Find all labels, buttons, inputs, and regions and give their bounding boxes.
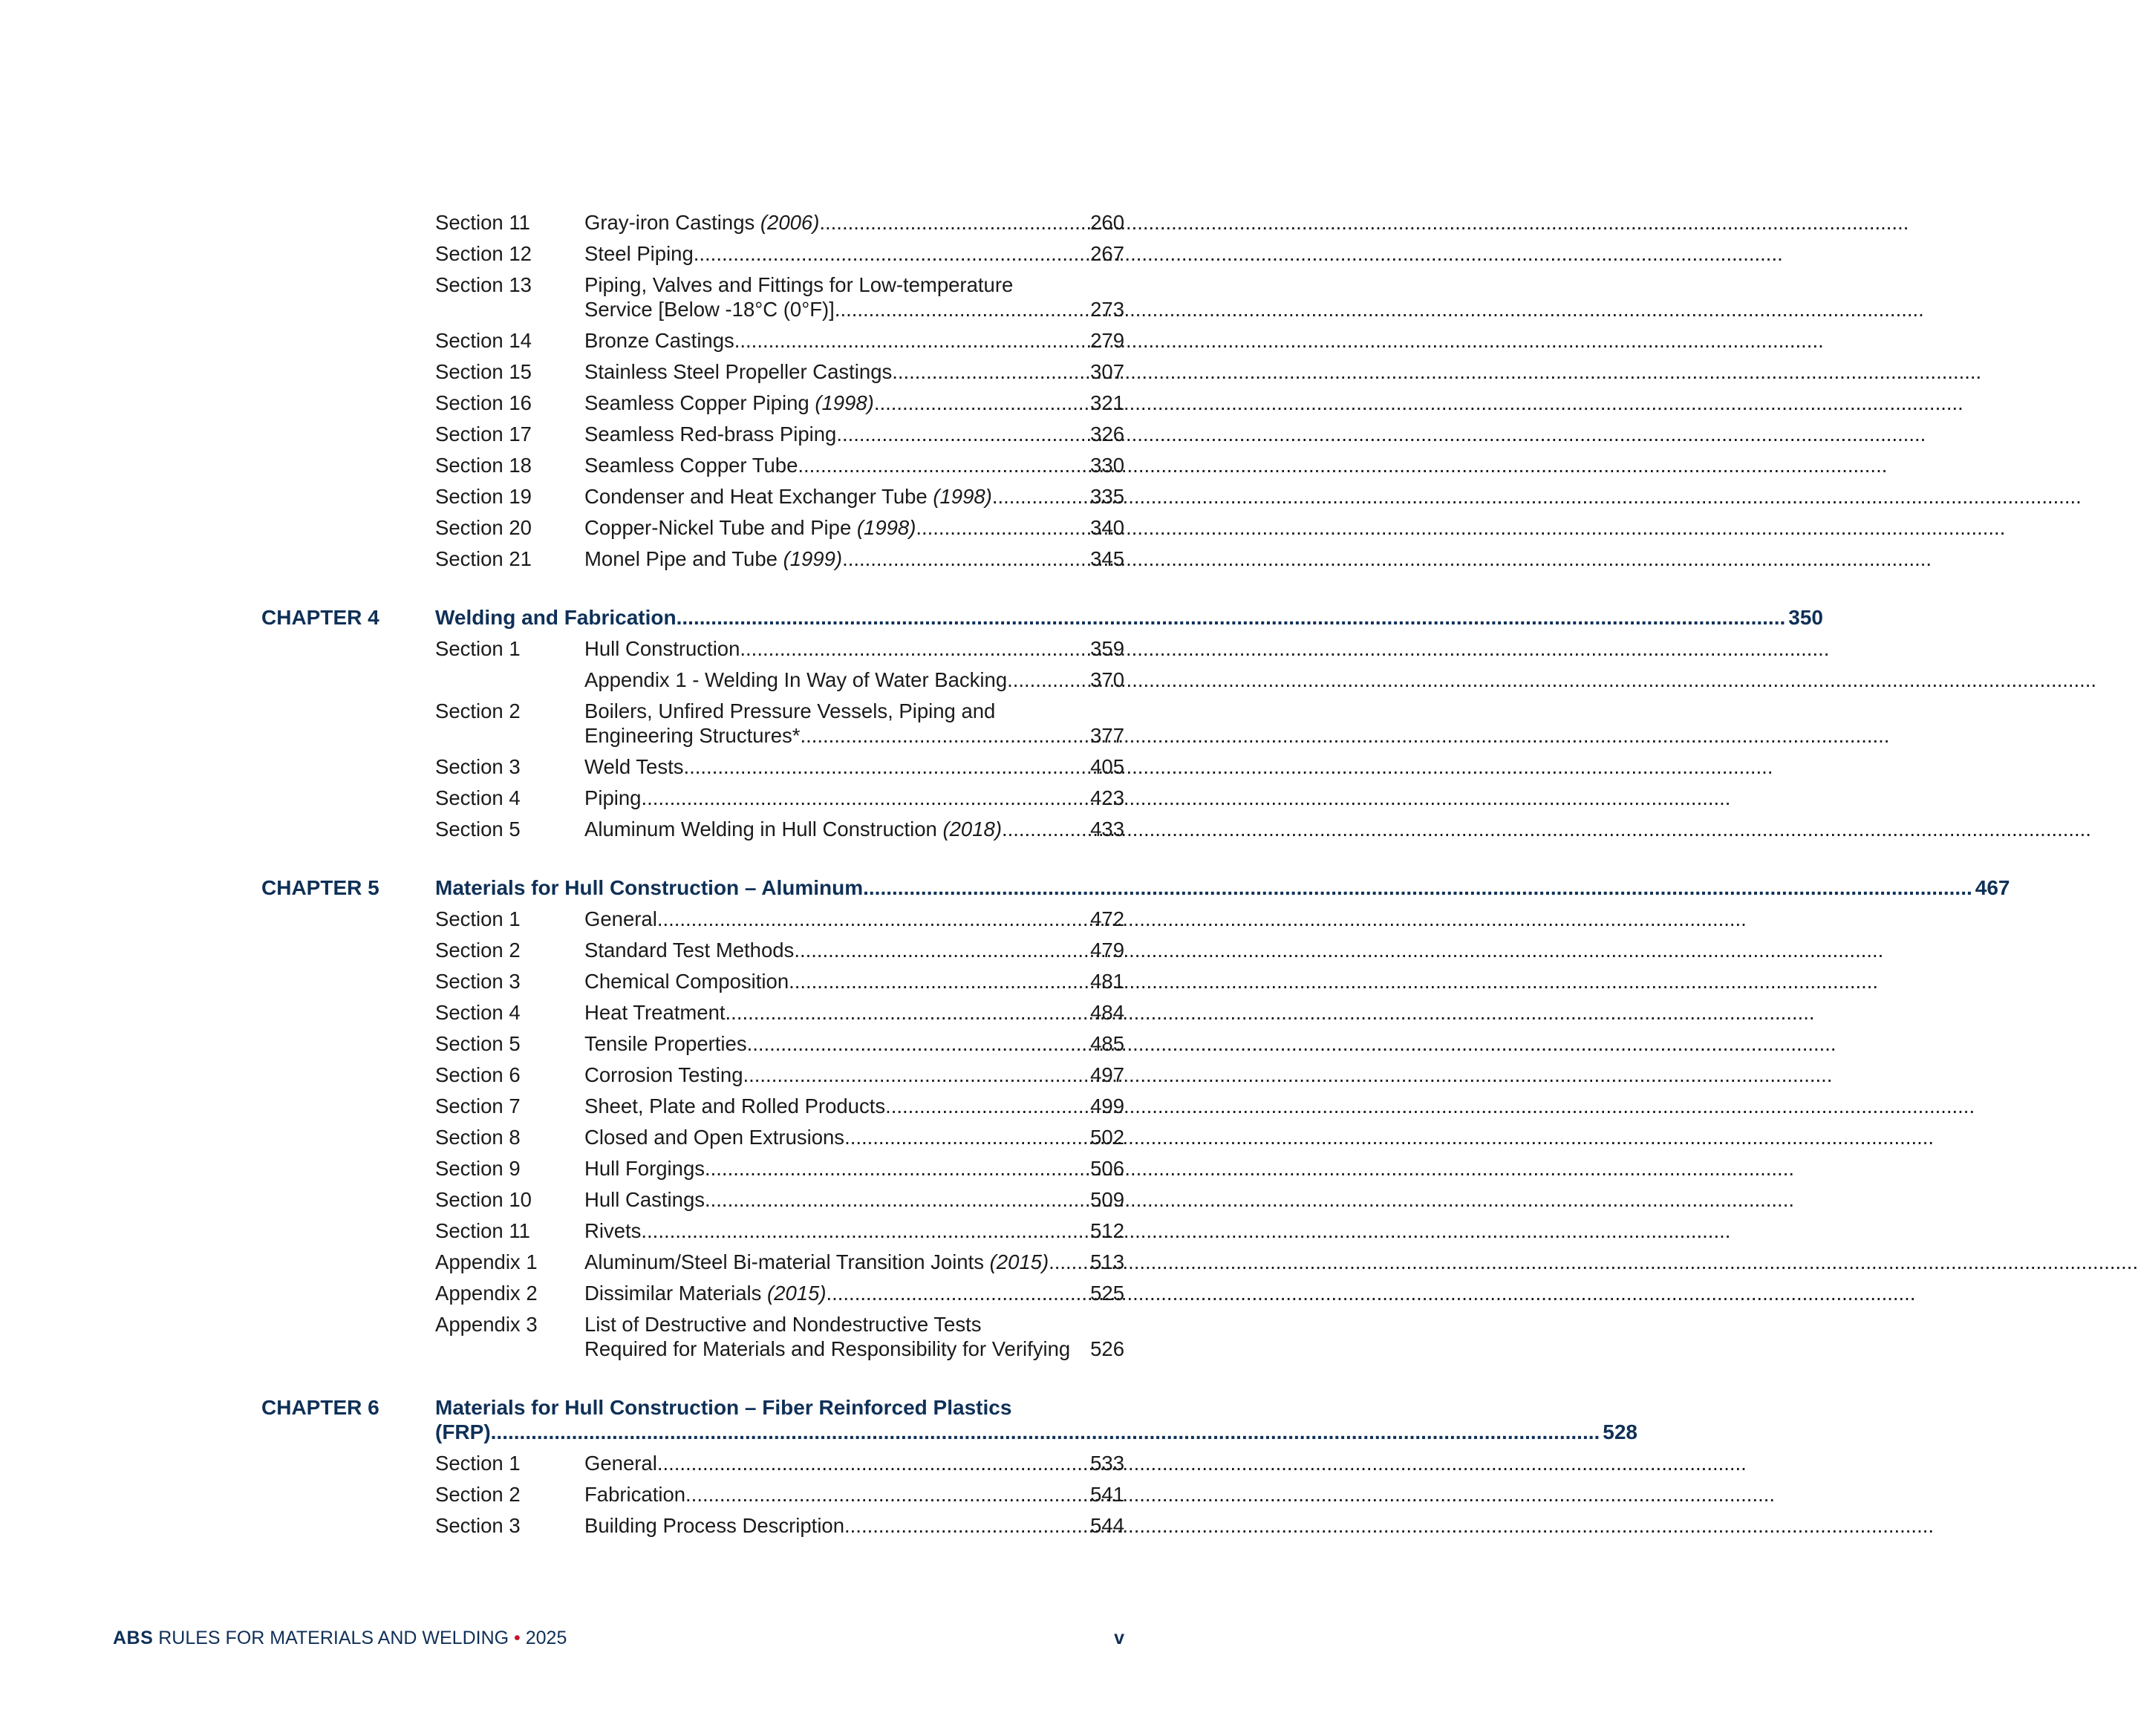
dot-leader [789, 969, 1087, 993]
toc-entry[interactable] [261, 1482, 1124, 1507]
section-title: Seamless Copper Tube [584, 454, 798, 477]
page-number: 525 [1090, 1282, 1124, 1305]
bullet-separator: • [514, 1628, 521, 1648]
dot-leader [827, 1281, 1088, 1305]
toc-entry[interactable] [261, 1031, 1124, 1056]
toc-entry[interactable] [261, 391, 1124, 415]
page-number: 479 [1090, 939, 1124, 962]
section-label: Section 15 [435, 360, 532, 383]
section-label: Section 3 [435, 1514, 521, 1537]
toc-entry[interactable] [261, 786, 1124, 810]
toc-entry[interactable] [261, 241, 1124, 266]
toc-entry[interactable] [261, 422, 1124, 446]
dot-leader [705, 1187, 1087, 1212]
page-number: 370 [1090, 668, 1124, 691]
page-number: 423 [1090, 786, 1124, 809]
section-label: Section 1 [435, 907, 521, 930]
dot-leader [740, 636, 1087, 661]
dot-leader [836, 422, 1087, 446]
section-label: Section 18 [435, 454, 532, 477]
dot-leader [798, 453, 1087, 477]
section-title: Copper-Nickel Tube and Pipe (1998) [584, 516, 916, 539]
page-number: 433 [1090, 818, 1124, 841]
chapter-title-line2: (FRP) [435, 1420, 491, 1443]
section-label: Section 8 [435, 1126, 521, 1149]
dot-leader [863, 875, 1972, 900]
toc-entry[interactable] [261, 1000, 1124, 1025]
section-label: Section 11 [435, 211, 530, 234]
section-label: Section 2 [435, 939, 521, 962]
page-number: 260 [1090, 211, 1124, 234]
page-number: 533 [1090, 1452, 1124, 1475]
section-label: Section 10 [435, 1188, 532, 1211]
page-number: 267 [1090, 242, 1124, 265]
toc-entry[interactable] [261, 1513, 1124, 1538]
brand-logo: ABS [113, 1628, 154, 1648]
section-title: Stainless Steel Propeller Castings [584, 360, 893, 383]
page-number: 350 [1788, 606, 1823, 629]
toc-entry[interactable] [261, 1187, 1124, 1212]
page-number: 544 [1090, 1514, 1124, 1537]
section-label: Section 4 [435, 1001, 521, 1024]
section-label: Section 19 [435, 485, 532, 508]
chapter-title-line1: Materials for Hull Construction – Fiber Reinforced Plastics [435, 1396, 1012, 1419]
chapter-heading[interactable] [261, 875, 2010, 900]
page-number: 321 [1090, 391, 1124, 414]
toc-entry[interactable] [261, 938, 1124, 962]
page-number: 506 [1090, 1157, 1124, 1180]
footer-year: 2025 [520, 1628, 567, 1648]
dot-leader [657, 907, 1087, 931]
section-label: Section 17 [435, 422, 532, 446]
section-title: Steel Piping [584, 242, 694, 265]
section-label: Appendix 2 [435, 1282, 538, 1305]
dot-leader [835, 297, 1087, 322]
page-number: 359 [1090, 637, 1124, 660]
section-title-line2: Required for Materials and Responsibility for Verifying [584, 1337, 1071, 1360]
page-number: 481 [1090, 970, 1124, 993]
section-title: Seamless Copper Piping (1998) [584, 391, 874, 414]
section-title-line1: List of Destructive and Nondestructive Tests [584, 1313, 982, 1336]
chapter-heading[interactable] [261, 1395, 1637, 1444]
toc-entry[interactable] [261, 1156, 1124, 1181]
page-number: 377 [1090, 724, 1124, 747]
section-label: Section 5 [435, 1032, 521, 1055]
section-title: General [584, 907, 657, 930]
toc-entry[interactable] [261, 907, 1124, 931]
section-label: Section 9 [435, 1157, 521, 1180]
section-title-line1: Piping, Valves and Fittings for Low-temperature [584, 273, 1014, 296]
section-label: Section 21 [435, 547, 532, 570]
section-label: Section 4 [435, 786, 521, 809]
page-number: 345 [1090, 547, 1124, 570]
toc-entry[interactable] [261, 817, 1124, 841]
section-label: Section 1 [435, 1452, 521, 1475]
section-title: Seamless Red-brass Piping [584, 422, 837, 446]
page-number: 497 [1090, 1063, 1124, 1086]
dot-leader [684, 754, 1088, 779]
dot-leader [491, 1420, 1600, 1444]
dot-leader [844, 1513, 1087, 1538]
toc-entry[interactable] [261, 484, 1124, 509]
toc-entry[interactable] [261, 210, 1124, 235]
section-label: Section 2 [435, 1483, 521, 1506]
section-label: Section 6 [435, 1063, 521, 1086]
dot-leader [916, 515, 1087, 540]
section-title: Bronze Castings [584, 329, 734, 352]
dot-leader [734, 328, 1087, 353]
section-title: Aluminum/Steel Bi-material Transition Joints (2015) [584, 1250, 1049, 1273]
page-number: 472 [1090, 907, 1124, 930]
page-number: 502 [1090, 1126, 1124, 1149]
section-title-line2: Service [Below -18°C (0°F)] [584, 298, 835, 321]
toc-entry[interactable] [261, 515, 1124, 540]
dot-leader [694, 241, 1087, 266]
dot-leader [992, 484, 1087, 509]
section-label: Section 3 [435, 755, 521, 778]
section-title: Chemical Composition [584, 970, 789, 993]
section-title: Sheet, Plate and Rolled Products [584, 1094, 886, 1117]
dot-leader [842, 546, 1087, 571]
section-title: Standard Test Methods [584, 939, 795, 962]
chapter-heading[interactable] [261, 605, 1823, 630]
toc-entry[interactable] [261, 754, 1124, 779]
chapter-label: CHAPTER 5 [261, 876, 379, 899]
section-label: Section 12 [435, 242, 532, 265]
toc-entry[interactable] [261, 1063, 1124, 1087]
page-number: 526 [1090, 1337, 1124, 1360]
dot-leader [800, 723, 1087, 748]
section-title: Tensile Properties [584, 1032, 747, 1055]
section-label: Section 2 [435, 699, 521, 722]
toc-entry[interactable] [261, 453, 1124, 477]
section-title: Piping [584, 786, 642, 809]
dot-leader [892, 359, 1087, 384]
page-number: 340 [1090, 516, 1124, 539]
section-title: Hull Forgings [584, 1157, 705, 1180]
page-number: 512 [1090, 1219, 1124, 1242]
page-number: 279 [1090, 329, 1124, 352]
toc-entry[interactable] [261, 328, 1124, 353]
section-label: Appendix 3 [435, 1313, 538, 1336]
section-title: Condenser and Heat Exchanger Tube (1998) [584, 485, 992, 508]
section-title: Appendix 1 - Welding In Way of Water Backing [584, 668, 1008, 691]
section-title: Rivets [584, 1219, 642, 1242]
page-number: 509 [1090, 1188, 1124, 1211]
toc-entry[interactable] [261, 1250, 1124, 1274]
dot-leader [794, 938, 1087, 962]
footer-book-title: RULES FOR MATERIALS AND WELDING [153, 1628, 515, 1648]
section-title: Closed and Open Extrusions [584, 1126, 845, 1149]
section-title: Monel Pipe and Tube (1999) [584, 547, 843, 570]
page-number: 273 [1090, 298, 1124, 321]
section-label: Section 14 [435, 329, 532, 352]
page-number: 541 [1090, 1483, 1124, 1506]
section-title: Heat Treatment [584, 1001, 726, 1024]
dot-leader [885, 1094, 1087, 1118]
chapter-title: Materials for Hull Construction – Aluminum [435, 876, 864, 899]
toc-entry[interactable] [261, 699, 1124, 748]
section-title-line1: Boilers, Unfired Pressure Vessels, Piping and [584, 699, 996, 722]
toc-entry[interactable] [261, 636, 1124, 661]
toc-entry[interactable] [261, 273, 1124, 322]
dot-leader [641, 1218, 1087, 1243]
section-title: Dissimilar Materials (2015) [584, 1282, 827, 1305]
section-title: Corrosion Testing [584, 1063, 743, 1086]
dot-leader [1007, 668, 1087, 692]
page-number: 405 [1090, 755, 1124, 778]
page-number: 528 [1603, 1420, 1637, 1443]
page-number: 326 [1090, 422, 1124, 446]
section-label: Section 5 [435, 818, 521, 841]
chapter-label: CHAPTER 4 [261, 606, 379, 629]
dot-leader [1002, 817, 1087, 841]
toc-entry[interactable] [261, 1218, 1124, 1243]
page-number: 485 [1090, 1032, 1124, 1055]
page-number: 513 [1090, 1250, 1124, 1273]
section-label: Appendix 1 [435, 1250, 538, 1273]
page-number: 484 [1090, 1001, 1124, 1024]
dot-leader [874, 391, 1087, 415]
table-of-contents [261, 210, 2010, 1544]
section-title: Fabrication [584, 1483, 686, 1506]
footer-page-number: v [1114, 1628, 1124, 1648]
dot-leader [677, 605, 1786, 630]
toc-entry[interactable] [261, 1451, 1124, 1475]
section-title: General [584, 1452, 657, 1475]
section-title: Hull Castings [584, 1188, 705, 1211]
dot-leader [705, 1156, 1087, 1181]
page-footer [113, 1628, 1124, 1649]
dot-leader [1049, 1250, 1087, 1274]
page-number: 467 [1975, 876, 2010, 899]
section-title: Hull Construction [584, 637, 740, 660]
section-label: Section 16 [435, 391, 532, 414]
toc-entry[interactable] [261, 546, 1124, 571]
section-title-line2: Engineering Structures* [584, 724, 801, 747]
toc-entry[interactable] [261, 1312, 1124, 1361]
dot-leader [685, 1482, 1087, 1507]
section-label: Section 7 [435, 1094, 521, 1117]
page-number: 330 [1090, 454, 1124, 477]
section-label: Section 3 [435, 970, 521, 993]
dot-leader [743, 1063, 1088, 1087]
toc-entry[interactable] [261, 969, 1124, 993]
section-title: Building Process Description [584, 1514, 845, 1537]
section-label: Section 20 [435, 516, 532, 539]
section-label: Section 11 [435, 1219, 530, 1242]
footer-title [113, 1628, 567, 1649]
chapter-title: Welding and Fabrication [435, 606, 677, 629]
section-label: Section 1 [435, 637, 521, 660]
dot-leader [844, 1125, 1087, 1149]
section-title: Gray-iron Castings (2006) [584, 211, 820, 234]
toc-entry[interactable] [261, 1125, 1124, 1149]
section-title: Weld Tests [584, 755, 684, 778]
chapter-label: CHAPTER 6 [261, 1396, 379, 1419]
dot-leader [726, 1000, 1088, 1025]
dot-leader [819, 210, 1087, 235]
toc-entry[interactable] [261, 359, 1124, 384]
toc-entry[interactable] [261, 1094, 1124, 1118]
section-title: Aluminum Welding in Hull Construction (2018) [584, 818, 1002, 841]
dot-leader [657, 1451, 1087, 1475]
page-number: 499 [1090, 1094, 1124, 1117]
dot-leader [641, 786, 1087, 810]
toc-entry[interactable] [261, 668, 1124, 692]
toc-entry[interactable] [261, 1281, 1124, 1305]
page-number: 335 [1090, 485, 1124, 508]
section-label: Section 13 [435, 273, 532, 296]
dot-leader [747, 1031, 1088, 1056]
page-number: 307 [1090, 360, 1124, 383]
